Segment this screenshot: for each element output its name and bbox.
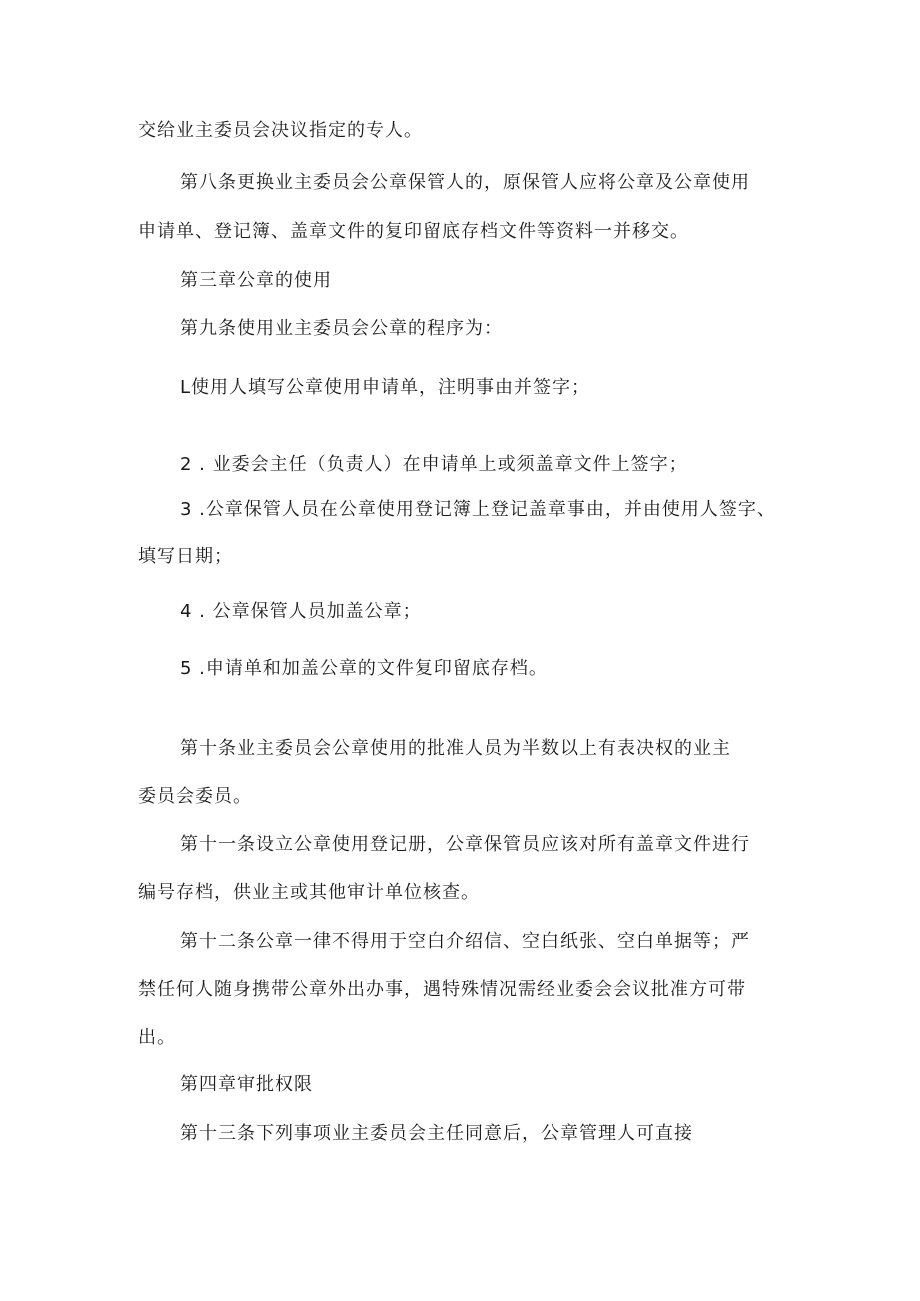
paragraph-line: 交给业主委员会决议指定的专人。 bbox=[138, 120, 423, 141]
paragraph-line: 编号存档，供业主或其他审计单位核查。 bbox=[138, 882, 480, 903]
paragraph-line: 填写日期； bbox=[138, 546, 233, 567]
list-item: L使用人填写公章使用申请单，注明事由并签字； bbox=[180, 377, 591, 398]
chapter-heading: 第四章审批权限 bbox=[180, 1074, 313, 1095]
list-item: 5 .申请单和加盖公章的文件复印留底存档。 bbox=[180, 658, 548, 679]
list-item: 2 . 业委会主任（负责人）在申请单上或须盖章文件上签字； bbox=[180, 454, 688, 475]
paragraph-line: 第十一条设立公章使用登记册，公章保管员应该对所有盖章文件进行 bbox=[180, 834, 750, 855]
paragraph-line: 委员会委员。 bbox=[138, 786, 252, 807]
paragraph-line: 第十三条下列事项业主委员会主任同意后，公章管理人可直接 bbox=[180, 1123, 693, 1144]
paragraph-line: 第十条业主委员会公章使用的批准人员为半数以上有表决权的业主 bbox=[180, 738, 731, 759]
chapter-heading: 第三章公章的使用 bbox=[180, 270, 332, 291]
paragraph-line: 申请单、登记簿、盖章文件的复印留底存档文件等资料一并移交。 bbox=[138, 221, 689, 242]
list-item: 3 .公章保管人员在公章使用登记簿上登记盖章事由，并由使用人签字、 bbox=[180, 499, 776, 520]
paragraph-line: 禁任何人随身携带公章外出办事，遇特殊情况需经业委会会议批准方可带 bbox=[138, 979, 746, 1000]
paragraph-line: 第九条使用业主委员会公章的程序为： bbox=[180, 318, 503, 339]
list-item: 4 . 公章保管人员加盖公章； bbox=[180, 601, 422, 622]
paragraph-line: 第十二条公章一律不得用于空白介绍信、空白纸张、空白单据等；严 bbox=[180, 931, 750, 952]
paragraph-line: 出。 bbox=[138, 1027, 176, 1048]
paragraph-line: 第八条更换业主委员会公章保管人的，原保管人应将公章及公章使用 bbox=[180, 172, 750, 193]
